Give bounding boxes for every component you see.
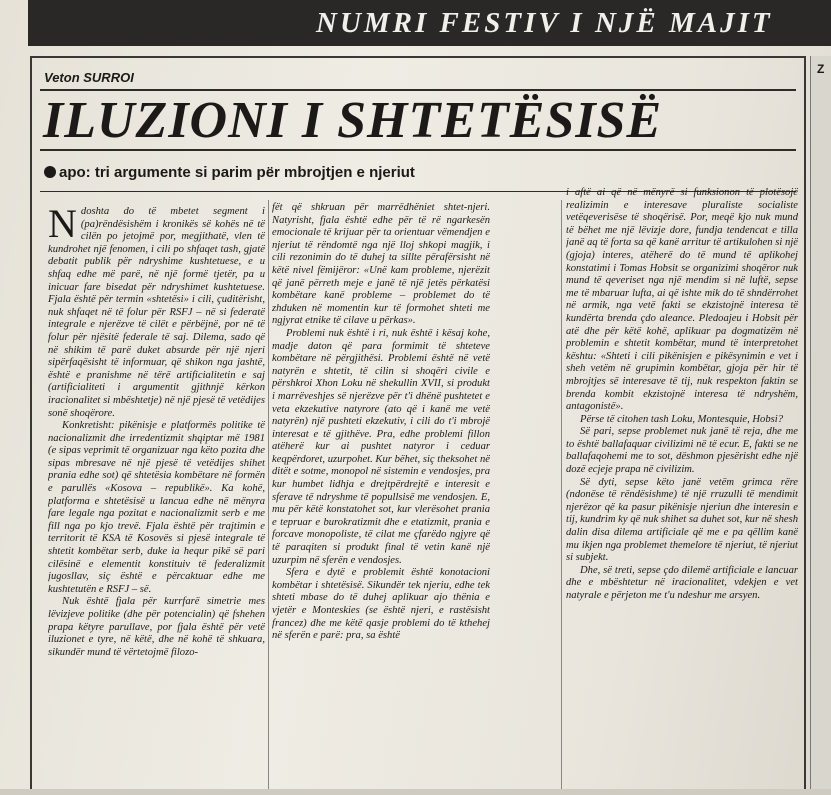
paragraph: fët që shkruan për marrëdhëniet shtet-njeri. Natyrisht, fjala është edhe për të rë ngarkesën emocionale të krijuar për ta orientuar vëmendjen e njeriut të rëndomtë nga një lloj shkopi magjik, i cili rezonimin do të duhej ta sillte përafërsisht në këtë nivel fëmijëror: «Unë kam probleme, njerëzit që janë përreth meje e janë të një jetës përkatësi kombëtare kanë probleme – problemet do të zhduken në momentin kur të formohet shteti me ngjyrat etnike të cilave u përkas».: [272, 202, 490, 327]
rule-under-byline: [40, 89, 796, 91]
paragraph: Ndoshta do të mbetet segment i (pa)rëndësishëm i kronikës së kohës në të cilën po jetojmë por, megjithatë, vlen të kundrohet një fenomen, i cili po shfaqet tash, gjatë debatit publik për ndryshime kushtetuese, e u shfaq edhe më parë, në një formë tjetër, pa u inicuar fare bisedat për ndryshimet kushtetuese. Fjala është për termin «shtetësi» i cili, çuditërisht, nuk shfaqet në të folur për RSFJ – në si federatë integrale e njerëzve të cilët e përbëjnë, por në të folur për njësitë federale të saj. Dilema, sado që në shikim të parë duket absurde për një njeri sipërfaqësisht të informuar, që shikon nga jashtë, është e pranishme në tërë artificialitetin e saj (artificialiteti i argumentit gjithnjë kërkon iracionalitet si mbështetje) në një pjesë të vetëdijes sonë shoqërore.: [48, 206, 265, 419]
adjacent-heading-letter: Z: [817, 62, 825, 76]
text-column-1: [48, 206, 265, 795]
column-separator: [561, 200, 562, 789]
drop-cap: N: [48, 206, 77, 246]
headline: ILUZIONI I SHTETËSISË: [43, 92, 663, 149]
author-byline: Veton SURROI: [44, 70, 134, 85]
column-separator: [268, 200, 269, 789]
paragraph: Dhe, së treti, sepse çdo dilemë artificiale e lancuar dhe e mbështetur në iracionalitet, vdekjen e vet natyrale e përjeton me t'u ndeshur me arsyen.: [566, 564, 798, 601]
paragraph: Nuk është fjala për kurrfarë simetrie mes lëvizjeve politike (dhe për potencialin) që fshehen prapa këtyre parullave, por fjala është për vetë iluzionet e tyre, në këtë, dhe në kohë të shkuara, sikundër mund të vërtetojmë filozo-: [48, 596, 265, 658]
rule-under-headline: [40, 149, 796, 151]
paragraph: Sfera e dytë e problemit është konotacioni kombëtar i shtetësisë. Sikundër tek njeriu, edhe tek shteti mbase do të duhej aplikuar ajo thënia e vjetër e Monteskies (se është njeri, e rastësisht francez) dhe me këtë qasje problemi do të kthehej në sferën e parë: pra, sa është: [272, 567, 490, 642]
bullet-dot: [44, 166, 56, 178]
paragraph: Së dyti, sepse këto janë vetëm grimca rëre (ndonëse të rëndësishme) të një rruzulli të mendimit njerëzor që ka pasur pikënisje njeriun dhe interesin e tij, kundrim ky që nuk shihet sa duhet sot, kur në shesh dalin disa dilema artificiale që me e pa qëllim kanë mu ikjen nga problemet themelore të njeriut, të njeriut si subjekt.: [566, 476, 798, 564]
paragraph: Problemi nuk është i ri, nuk është i kësaj kohe, madje daton që para formimit të shteteve kombëtare në përgjithësi. Problemi është në vetë natyrën e shtetit, të cilin si shoqëri civile e përshkroi Xhon Loku në shekullin XVII, si produkt i marrëveshjes së njerëzve për t'i dhënë pushtetet e veta ekzekutive natyrore (ato që i kanë me vetë natyrën) një pushteti ekzekutiv, i cili do t'i mbrojë interesat e të gjithëve. Pra, edhe problemi fillon atëherë kur ai pushtet natyror i ceduar keqpërdoret, uzurpohet. Kur bëhet, siç theksohet në ditët e sotme, monopol në sistemin e vendosjes, pra kur humbet lidhja e drejtpërdrejtë e interesit e sferave të ndryshme të popullsisë me vendosjen. E, mu për këtë konstatohet sot, kur vlerësohet prania e tepruar e burokratizmit dhe e etatizmit, prania e forcave monopoliste, të cilat me çfarëdo ngjyre që të paraqiten si produkt final të vetin kanë një uzurpim në sferën e vendosjes.: [272, 327, 490, 566]
section-banner: NUMRI FESTIV I NJË MAJIT: [28, 0, 831, 46]
subheadline: [44, 164, 415, 181]
subheadline-text: apo: tri argumente si parim për mbrojtjen e njeriut: [59, 164, 415, 181]
paragraph: Së pari, sepse problemet nuk janë të reja, dhe me to është ballafaquar civilizimi në të ecur. E, fakti se ne ballafaqohemi me to sot, dëshmon pjesërisht edhe një dozë ecjeje prapa në civilizim.: [566, 426, 798, 476]
paragraph: Përse të citohen tash Loku, Montesquie, Hobsi?: [580, 413, 784, 425]
adjacent-column-edge: [810, 56, 831, 789]
text-column-3: [566, 187, 798, 776]
paragraph: i aftë ai që në mënyrë si funksionon të plotësojë realizimin e interesave pluraliste socialiste vetëqeverisëse të shoqërisë. Por, meqë kjo nuk mund të bëhet me një lëvizje dore, fundja tendencat e tilla janë aq të forta sa që kanë arritur të artikulohen si një (gjoja) interes, atëherë do të mund të aplikohej konstatimi i Tomas Hobsit se organizimi shoqëror nuk mund të qeveriset nga një mendim si në luftë, sepse me të mbaruar lufta, ai që ishte mik do të shndërrohet në armik, nga vetë fakti se ekzistojnë interesa të kundërta brenda çdo aleance. Pledoajeu i Hobsit për atë dhe për këtë kohë, aplikuar pa dogmatizëm në problemin e shtetit kombëtar, mund të interpretohet kështu: «Shteti i cili pikënisjen e pikësynimin e vet i sheh vetëm në grupimin kombëtar, gjoja për hir të mbrojtjes së interesave të tij, nuk respekton faktin se brenda kombit ekzistojnë interesa të ndryshëm, antagonistë».: [566, 187, 798, 413]
text-column-2: [272, 202, 490, 791]
paragraph: Konkretisht: pikënisje e platformës politike të nacionalizmit dhe irredentizmit shqiptar më 1981 (e sipas veprimit të organizuar nga këto pozita dhe sipas mbresave në një pjesë të vetëdijes shihet prania edhe sot) që shtetësia kombëtare në formën e parullës «Kosova – republikë». Ka kohë, platforma e shtetësisë u lancua edhe në mënyra fare legale nga pozitat e nacionalizmit serb e me fill nga po kjo trevë. Fjala është për trajtimin e territorit të KSA të Kosovës si pjesë integrale të shtetit kombëtar serb, duke ia hequr pikë së pari cilësinë e elementit konstituiv të federalizmit jugosllav, siç është e përcaktuar edhe me kushtetutën e RSFJ – së.: [48, 420, 265, 595]
